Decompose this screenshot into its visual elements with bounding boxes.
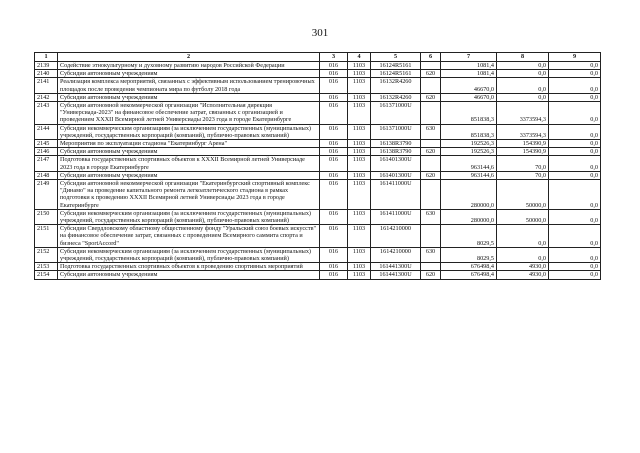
- admin-code: 016: [320, 180, 348, 210]
- row-number: 2145: [35, 140, 58, 148]
- section-code: 1103: [348, 124, 371, 139]
- admin-code: 016: [320, 148, 348, 156]
- section-code: 1103: [348, 93, 371, 101]
- budget-table: [34, 52, 601, 280]
- amount-col9: 0,0: [549, 78, 601, 93]
- row-number: 2151: [35, 225, 58, 248]
- amount-col7: 1081,4: [441, 70, 497, 78]
- amount-col8: 0,0: [497, 247, 549, 262]
- amount-col9: 0,0: [549, 93, 601, 101]
- expense-type: 630: [421, 209, 441, 224]
- column-header: 5: [371, 53, 421, 62]
- amount-col8: 50000,0: [497, 180, 549, 210]
- amount-col9: 0,0: [549, 209, 601, 224]
- amount-col8: 4930,0: [497, 271, 549, 279]
- table-row: [35, 271, 601, 279]
- table-row: [35, 263, 601, 271]
- amount-col8: 154390,9: [497, 148, 549, 156]
- section-code: 1103: [348, 171, 371, 179]
- target-article: 161441300U: [371, 271, 421, 279]
- section-code: 1103: [348, 156, 371, 171]
- amount-col8: 3373594,3: [497, 124, 549, 139]
- admin-code: 016: [320, 171, 348, 179]
- column-header: 6: [421, 53, 441, 62]
- amount-col8: 70,0: [497, 171, 549, 179]
- header-row: [35, 53, 601, 62]
- row-name: Реализация комплекса мероприятий, связанных с эффективным использованием тренировочных площадок после проведения чемпионата мира по футболу 2018 года: [58, 78, 320, 93]
- page-number: 301: [311, 27, 329, 39]
- admin-code: 016: [320, 209, 348, 224]
- table-row: [35, 70, 601, 78]
- target-article: 161401300U: [371, 156, 421, 171]
- table-row: [35, 171, 601, 179]
- amount-col7: 963144,6: [441, 156, 497, 171]
- amount-col7: 192526,3: [441, 148, 497, 156]
- amount-col8: 0,0: [497, 225, 549, 248]
- table-row: [35, 124, 601, 139]
- target-article: 1614210000: [371, 247, 421, 262]
- row-number: 2140: [35, 70, 58, 78]
- row-name: Подготовка государственных спортивных объектов к проведению спортивных мероприятий: [58, 263, 320, 271]
- target-article: 16124R5161: [371, 62, 421, 70]
- column-header: 4: [348, 53, 371, 62]
- row-name: Субсидии автономным учреждениям: [58, 148, 320, 156]
- expense-type: 620: [421, 171, 441, 179]
- table-row: [35, 148, 601, 156]
- row-name: Субсидии автономным учреждениям: [58, 93, 320, 101]
- expense-type: [421, 78, 441, 93]
- amount-col7: 46670,0: [441, 93, 497, 101]
- table-row: [35, 102, 601, 125]
- expense-type: 630: [421, 247, 441, 262]
- amount-col9: 0,0: [549, 124, 601, 139]
- row-name: Субсидии автономным учреждениям: [58, 171, 320, 179]
- row-name: Субсидии автономной некоммерческой организации "Екатеринбургский спортивный комплекс "Динамо" на проведение капитального ремонта легкоатлетического стадиона в рамках подготовки к проведению XXXII Всемирной летней Универсиады 2023 года в городе Екатеринбурге: [58, 180, 320, 210]
- row-number: 2141: [35, 78, 58, 93]
- amount-col8: 154390,9: [497, 140, 549, 148]
- amount-col9: 0,0: [549, 156, 601, 171]
- amount-col7: 46670,0: [441, 78, 497, 93]
- amount-col8: 4930,0: [497, 263, 549, 271]
- row-number: 2149: [35, 180, 58, 210]
- table-row: [35, 156, 601, 171]
- amount-col8: 0,0: [497, 93, 549, 101]
- amount-col7: 851838,3: [441, 102, 497, 125]
- admin-code: 016: [320, 62, 348, 70]
- target-article: 16138R3790: [371, 140, 421, 148]
- column-header: 1: [35, 53, 58, 62]
- amount-col9: 0,0: [549, 271, 601, 279]
- table-row: [35, 78, 601, 93]
- section-code: 1103: [348, 271, 371, 279]
- amount-col8: 0,0: [497, 70, 549, 78]
- target-article: 16124R5161: [371, 70, 421, 78]
- target-article: 161411000U: [371, 180, 421, 210]
- amount-col8: 50000,0: [497, 209, 549, 224]
- section-code: 1103: [348, 70, 371, 78]
- row-number: 2154: [35, 271, 58, 279]
- row-name: Субсидии некоммерческим организациям (за исключением государственных (муниципальных) учреждений, государственных корпораций (компаний), публично-правовых компаний): [58, 209, 320, 224]
- table-row: [35, 140, 601, 148]
- target-article: 16132R4260: [371, 93, 421, 101]
- expense-type: [421, 62, 441, 70]
- admin-code: 016: [320, 156, 348, 171]
- expense-type: 620: [421, 70, 441, 78]
- amount-col8: 3373594,3: [497, 102, 549, 125]
- amount-col9: 0,0: [549, 247, 601, 262]
- admin-code: 016: [320, 78, 348, 93]
- expense-type: 620: [421, 93, 441, 101]
- section-code: 1103: [348, 148, 371, 156]
- admin-code: 016: [320, 124, 348, 139]
- target-article: 161411000U: [371, 209, 421, 224]
- amount-col7: 676498,4: [441, 263, 497, 271]
- amount-col8: 70,0: [497, 156, 549, 171]
- admin-code: 016: [320, 263, 348, 271]
- row-name: Содействие этнокультурному и духовному развитию народов Российской Федерации: [58, 62, 320, 70]
- expense-type: [421, 156, 441, 171]
- target-article: 16132R4260: [371, 78, 421, 93]
- amount-col9: 0,0: [549, 180, 601, 210]
- row-number: 2142: [35, 93, 58, 101]
- amount-col9: 0,0: [549, 140, 601, 148]
- admin-code: 016: [320, 140, 348, 148]
- amount-col9: 0,0: [549, 148, 601, 156]
- row-name: Субсидии автономной некоммерческой организации "Исполнительная дирекция "Универсиада-2023" на финансовое обеспечение затрат, связанных с организацией и проведением XXXII Всемирной летней Универсиады 2023 года в городе Екатеринбурге: [58, 102, 320, 125]
- row-name: Субсидии Свердловскому областному общественному фонду "Уральский союз боевых искусств" на финансовое обеспечение затрат, связанных с проведением Всемирного саммита спорта и бизнеса "SportAccord": [58, 225, 320, 248]
- amount-col7: 280000,0: [441, 180, 497, 210]
- target-article: 161401300U: [371, 171, 421, 179]
- amount-col7: 8029,5: [441, 247, 497, 262]
- column-header: 8: [497, 53, 549, 62]
- target-article: 161441300U: [371, 263, 421, 271]
- expense-type: [421, 263, 441, 271]
- column-header: 2: [58, 53, 320, 62]
- target-article: 161371000U: [371, 102, 421, 125]
- admin-code: 016: [320, 70, 348, 78]
- section-code: 1103: [348, 102, 371, 125]
- amount-col8: 0,0: [497, 62, 549, 70]
- expense-type: 630: [421, 124, 441, 139]
- amount-col9: 0,0: [549, 171, 601, 179]
- row-name: Субсидии некоммерческим организациям (за исключением государственных (муниципальных) учреждений, государственных корпораций (компаний), публично-правовых компаний): [58, 124, 320, 139]
- amount-col7: 963144,6: [441, 171, 497, 179]
- admin-code: 016: [320, 271, 348, 279]
- amount-col7: 851838,3: [441, 124, 497, 139]
- expense-type: 620: [421, 148, 441, 156]
- table-row: [35, 209, 601, 224]
- amount-col7: 676498,4: [441, 271, 497, 279]
- section-code: 1103: [348, 263, 371, 271]
- expense-type: [421, 180, 441, 210]
- row-name: Мероприятия по эксплуатации стадиона "Екатеринбург Арена": [58, 140, 320, 148]
- column-header: 9: [549, 53, 601, 62]
- table-row: [35, 93, 601, 101]
- section-code: 1103: [348, 78, 371, 93]
- expense-type: [421, 140, 441, 148]
- target-article: 1614210000: [371, 225, 421, 248]
- section-code: 1103: [348, 180, 371, 210]
- column-header: 3: [320, 53, 348, 62]
- admin-code: 016: [320, 93, 348, 101]
- amount-col9: 0,0: [549, 102, 601, 125]
- row-number: 2143: [35, 102, 58, 125]
- amount-col7: 192526,3: [441, 140, 497, 148]
- section-code: 1103: [348, 209, 371, 224]
- amount-col7: 280000,0: [441, 209, 497, 224]
- expense-type: [421, 102, 441, 125]
- target-article: 161371000U: [371, 124, 421, 139]
- row-number: 2147: [35, 156, 58, 171]
- table-row: [35, 247, 601, 262]
- expense-type: [421, 225, 441, 248]
- row-number: 2144: [35, 124, 58, 139]
- amount-col9: 0,0: [549, 225, 601, 248]
- section-code: 1103: [348, 62, 371, 70]
- row-number: 2153: [35, 263, 58, 271]
- section-code: 1103: [348, 140, 371, 148]
- amount-col8: 0,0: [497, 78, 549, 93]
- amount-col9: 0,0: [549, 263, 601, 271]
- amount-col7: 8029,5: [441, 225, 497, 248]
- section-code: 1103: [348, 225, 371, 248]
- row-number: 2139: [35, 62, 58, 70]
- row-number: 2148: [35, 171, 58, 179]
- admin-code: 016: [320, 225, 348, 248]
- amount-col9: 0,0: [549, 70, 601, 78]
- row-name: Субсидии автономным учреждениям: [58, 70, 320, 78]
- amount-col9: 0,0: [549, 62, 601, 70]
- admin-code: 016: [320, 102, 348, 125]
- row-name: Субсидии некоммерческим организациям (за исключением государственных (муниципальных) учреждений, государственных корпораций (компаний), публично-правовых компаний): [58, 247, 320, 262]
- table-row: [35, 62, 601, 70]
- amount-col7: 1081,4: [441, 62, 497, 70]
- section-code: 1103: [348, 247, 371, 262]
- table-row: [35, 225, 601, 248]
- row-name: Субсидии автономным учреждениям: [58, 271, 320, 279]
- column-header: 7: [441, 53, 497, 62]
- row-number: 2146: [35, 148, 58, 156]
- target-article: 16138R3790: [371, 148, 421, 156]
- row-name: Подготовка государственных спортивных объектов к XXXII Всемирной летней Универсиаде 2023 года в городе Екатеринбурге: [58, 156, 320, 171]
- table-row: [35, 180, 601, 210]
- row-number: 2152: [35, 247, 58, 262]
- row-number: 2150: [35, 209, 58, 224]
- admin-code: 016: [320, 247, 348, 262]
- expense-type: 620: [421, 271, 441, 279]
